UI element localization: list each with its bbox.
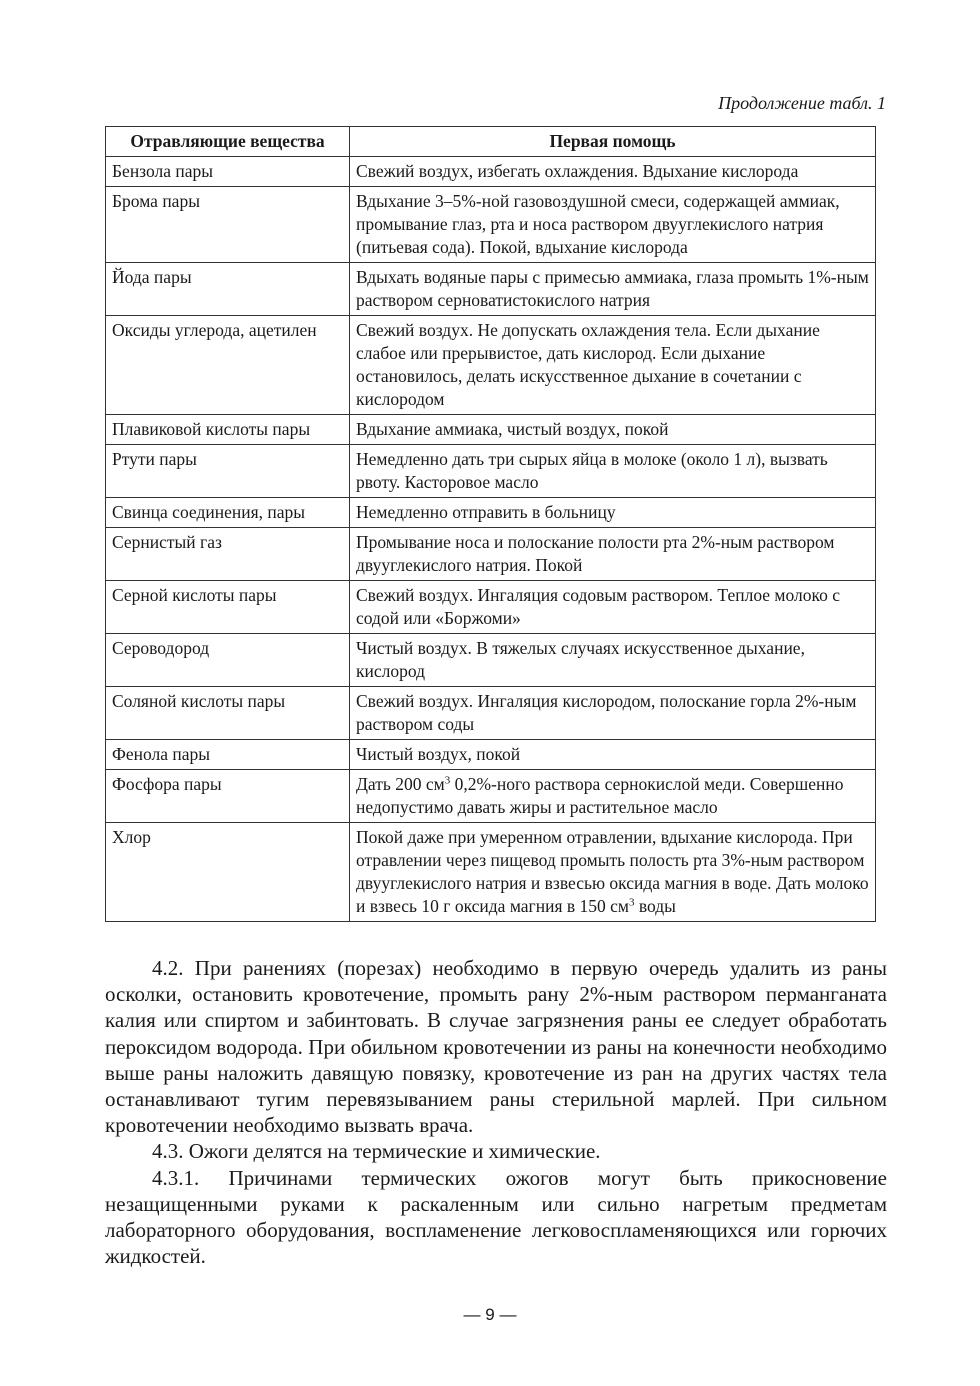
substance-cell: Хлор: [106, 823, 350, 922]
substance-cell: Ртути пары: [106, 445, 350, 498]
substance-cell: Йода пары: [106, 263, 350, 316]
aid-text-start: Покой даже при умеренном отравлении, вдыхание кислорода. При отравлении через пищевод промыть полость рта 3%-ным раствором двууглекислого натрия и взвесью оксида магния в воде. Дать молоко и взвесь 10 г оксида магния в 150 см: [356, 827, 869, 916]
table-row: [106, 687, 876, 740]
table-row: [106, 581, 876, 634]
header-first-aid: Первая помощь: [350, 127, 876, 157]
aid-text-start: Дать 200 см: [356, 774, 445, 794]
substance-cell: Брома пары: [106, 187, 350, 263]
first-aid-cell: Немедленно отправить в больницу: [350, 498, 876, 528]
paragraph-4-3: 4.3. Ожоги делятся на термические и химические.: [152, 1139, 601, 1164]
substance-cell: Оксиды углерода, ацетилен: [106, 316, 350, 415]
table-row: [106, 823, 876, 922]
first-aid-cell: Свежий воздух. Ингаляция содовым раствором. Теплое молоко с содой или «Боржоми»: [350, 581, 876, 634]
first-aid-cell: Свежий воздух. Не допускать охлаждения тела. Если дыхание слабое или прерывистое, дать кислород. Если дыхание остановилось, делать искусственное дыхание в сочетании с кислородом: [350, 316, 876, 415]
table-header-row: [106, 127, 876, 157]
table-continuation-caption: Продолжение табл. 1: [718, 93, 886, 113]
superscript-cubic: 3: [629, 896, 635, 909]
table-row: [106, 770, 876, 823]
table-row: [106, 316, 876, 415]
first-aid-cell: Чистый воздух. В тяжелых случаях искусственное дыхание, кислород: [350, 634, 876, 687]
first-aid-cell: Вдыхать водяные пары с примесью аммиака, глаза промыть 1%-ным раствором серноватистокислого натрия: [350, 263, 876, 316]
substance-cell: Соляной кислоты пары: [106, 687, 350, 740]
aid-text-end: 0,2%-ного раствора сернокислой меди. Совершенно недопустимо давать жиры и растительное масло: [356, 774, 844, 817]
first-aid-cell: [350, 770, 876, 823]
table-row: [106, 528, 876, 581]
header-substances: Отравляющие вещества: [106, 127, 350, 157]
first-aid-cell: Вдыхание 3–5%-ной газовоздушной смеси, содержащей аммиак, промывание глаз, рта и носа раствором двууглекислого натрия (питьевая сода). Покой, вдыхание кислорода: [350, 187, 876, 263]
table-row: [106, 187, 876, 263]
first-aid-cell: Свежий воздух, избегать охлаждения. Вдыхание кислорода: [350, 157, 876, 187]
table-row: [106, 498, 876, 528]
first-aid-table: [105, 126, 876, 922]
paragraph-4-2: 4.2. При ранениях (порезах) необходимо в первую очередь удалить из раны осколки, остановить кровотечение, промыть рану 2%-ным раствором перманганата калия или спиртом и забинтовать. В случае загрязнения раны ее следует обработать пероксидом водорода. При обильном кровотечении из раны на конечности необходимо выше раны наложить давящую повязку, кровотечение из ран на других частях тела останавливают тугим перевязыванием раны стерильной марлей. При сильном кровотечении необходимо вызвать врача.: [105, 956, 887, 1138]
substance-cell: Фосфора пары: [106, 770, 350, 823]
substance-cell: Свинца соединения, пары: [106, 498, 350, 528]
substance-cell: Бензола пары: [106, 157, 350, 187]
table-row: [106, 157, 876, 187]
first-aid-cell: Промывание носа и полоскание полости рта 2%-ным раствором двууглекислого натрия. Покой: [350, 528, 876, 581]
substance-cell: Сероводород: [106, 634, 350, 687]
aid-text-end: воды: [634, 896, 676, 916]
body-text: [105, 955, 887, 1269]
table-row: [106, 445, 876, 498]
page-number: — 9 —: [463, 1305, 517, 1324]
substance-cell: Фенола пары: [106, 740, 350, 770]
substance-cell: Сернистый газ: [106, 528, 350, 581]
first-aid-cell: Свежий воздух. Ингаляция кислородом, полоскание горла 2%-ным раствором соды: [350, 687, 876, 740]
first-aid-cell: Чистый воздух, покой: [350, 740, 876, 770]
table-row: [106, 634, 876, 687]
substance-cell: Серной кислоты пары: [106, 581, 350, 634]
table-row: [106, 415, 876, 445]
table-row: [106, 263, 876, 316]
first-aid-cell: Вдыхание аммиака, чистый воздух, покой: [350, 415, 876, 445]
paragraph-4-3-1: 4.3.1. Причинами термических ожогов могут быть прикосновение незащищенными руками к раскаленным или сильно нагретым предметам лабораторного оборудования, воспламенение легковоспламеняющихся или горючих жидкостей.: [105, 1165, 887, 1269]
first-aid-cell: [350, 823, 876, 922]
first-aid-cell: Немедленно дать три сырых яйца в молоке (около 1 л), вызвать рвоту. Касторовое масло: [350, 445, 876, 498]
superscript-cubic: 3: [444, 774, 451, 787]
substance-cell: Плавиковой кислоты пары: [106, 415, 350, 445]
table-row: [106, 740, 876, 770]
